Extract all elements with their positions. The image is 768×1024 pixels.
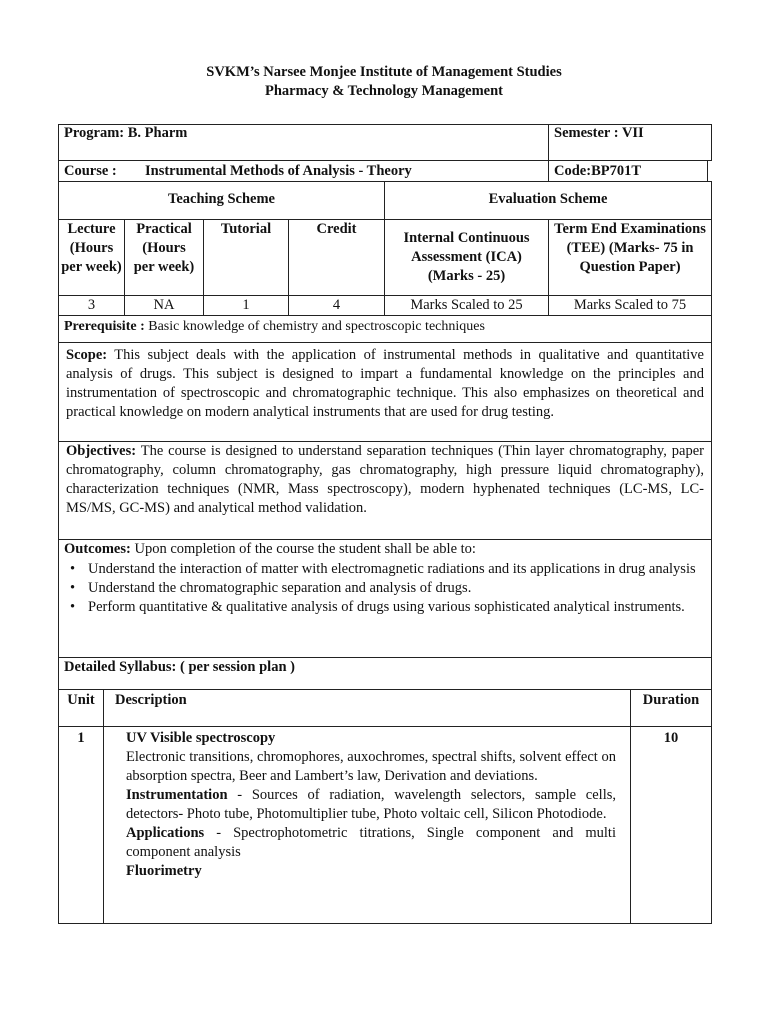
practical-header: Practical (Hours per week) — [133, 221, 195, 275]
prerequisite-line — [64, 317, 704, 336]
prerequisite-label: Prerequisite : — [64, 319, 145, 334]
unit-description — [126, 729, 616, 881]
scope-text: This subject deals with the application of instrumental methods in qualitative and quantitative analysis of drugs. This subject is designed to impart a fundamental knowledge on the principles and instrumentation of spectroscopic and chromatographic technique. This also emphasizes on theoretical and practical knowledge on modern analytical instruments that are used for drug testing. — [66, 347, 704, 420]
scope-label: Scope: — [66, 347, 108, 363]
semester-value: VII — [621, 125, 644, 141]
outcome-item: • Understand the chromatographic separation and analysis of drugs. — [64, 579, 704, 598]
program-line — [64, 124, 187, 143]
tutorial-header: Tutorial — [220, 221, 272, 237]
applications-label: Applications — [126, 825, 205, 841]
evaluation-scheme-title: Evaluation Scheme — [488, 191, 608, 207]
code-value: BP701T — [591, 163, 642, 179]
unit-duration: 10 — [663, 730, 679, 746]
outcomes-intro: Upon completion of the course the student shall be able to: — [134, 541, 476, 557]
objectives-label: Objectives: — [66, 443, 137, 459]
outcome-item: • Understand the interaction of matter with electromagnetic radiations and its applications in drug analysis — [64, 560, 704, 579]
course-label: Course : — [64, 163, 117, 179]
course-value: Instrumental Methods of Analysis - Theory — [145, 163, 412, 179]
credit-header: Credit — [316, 221, 357, 237]
teaching-scheme-title: Teaching Scheme — [167, 191, 275, 207]
ica-header: Internal Continuous Assessment (ICA) (Marks - 25) — [403, 230, 530, 284]
semester-line — [554, 124, 644, 143]
scope-paragraph — [66, 346, 704, 422]
lecture-header: Lecture (Hours per week) — [61, 221, 122, 275]
unit-cell — [58, 726, 104, 924]
tee-header: Term End Examinations (TEE) (Marks- 75 in Question Paper) — [554, 221, 706, 275]
tee-value: Marks Scaled to 75 — [573, 297, 687, 313]
duration-cell — [630, 726, 712, 924]
lecture-value: 3 — [87, 297, 96, 313]
outcomes-intro-line — [64, 540, 704, 559]
school-title: Pharmacy & Technology Management — [264, 83, 504, 99]
code-line — [554, 162, 641, 181]
tutorial-value: 1 — [242, 297, 250, 313]
unit-number: 1 — [77, 730, 85, 746]
institute-title: SVKM’s Narsee Monjee Institute of Management Studies — [206, 64, 562, 80]
prerequisite-text: Basic knowledge of chemistry and spectroscopic techniques — [148, 319, 485, 334]
unit-topic-title: UV Visible spectroscopy — [126, 730, 276, 746]
objectives-paragraph — [66, 442, 704, 518]
unit-applications — [126, 824, 616, 862]
detailed-syllabus-heading: Detailed Syllabus: ( per session plan ) — [64, 659, 295, 675]
objectives-text: The course is designed to understand separation techniques (Thin layer chromatography, paper chromatography, column chromatography, gas chromatography, high pressure liquid chromatography), characterization techniques (NMR, Mass spectroscopy), modern hyphenated techniques (LC-MS, LC-MS/MS, GC-MS) and analytical method validation. — [66, 443, 704, 516]
program-value: B. Pharm — [127, 125, 188, 141]
unit-instrumentation — [126, 786, 616, 824]
outcomes-label: Outcomes: — [64, 541, 131, 557]
unit-intro: Electronic transitions, chromophores, auxochromes, spectral shifts, solvent effect on absorption spectra, Beer and Lambert’s law, Derivation and deviations. — [126, 749, 616, 784]
credit-value: 4 — [332, 297, 341, 313]
semester-label: Semester : — [554, 125, 619, 141]
practical-value: NA — [153, 297, 175, 313]
unit-header: Unit — [67, 692, 95, 708]
program-label: Program: — [64, 125, 125, 141]
description-header: Description — [115, 692, 187, 708]
instrumentation-label: Instrumentation — [126, 787, 228, 803]
code-label: Code: — [554, 163, 592, 179]
outcome-item: • Perform quantitative & qualitative analysis of drugs using various sophisticated analytical instruments. — [64, 598, 704, 617]
instrumentation-text: - Sources of radiation, wavelength selectors, sample cells, detectors- Photo tube, Photomultiplier tube, Photo voltaic cell, Silicon Photodiode. — [126, 787, 616, 822]
outcomes-list — [64, 560, 704, 617]
duration-header: Duration — [642, 692, 700, 708]
next-topic-title: Fluorimetry — [126, 863, 202, 879]
ica-value: Marks Scaled to 25 — [410, 297, 523, 313]
applications-text: - Spectrophotometric titrations, Single component and multi component analysis — [126, 825, 616, 860]
